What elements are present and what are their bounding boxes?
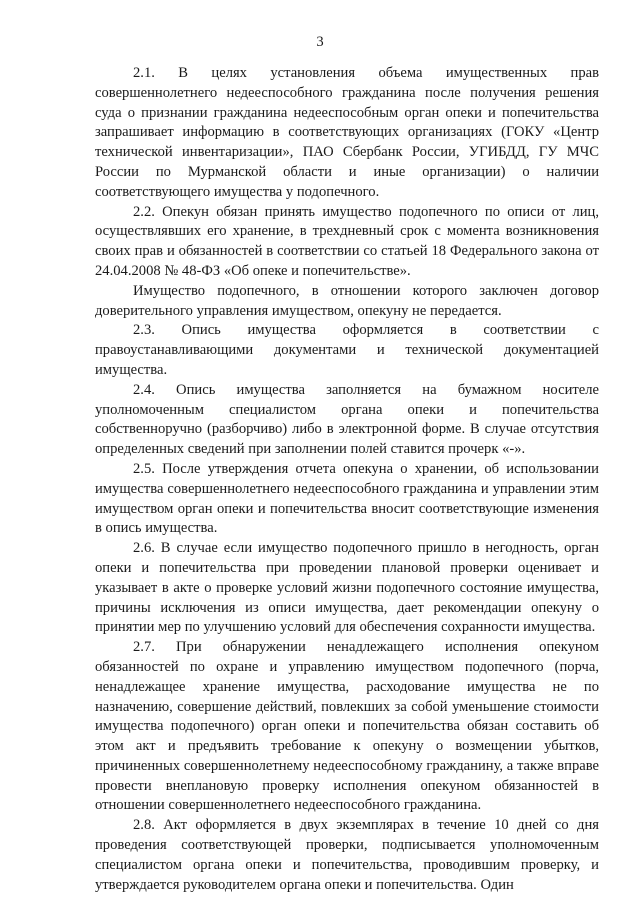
paragraph-2-7: 2.7. При обнаружении ненадлежащего исполнения опекуном обязанностей по охране и управлению имуществом подопечного (порча, ненадлежащее хранение имущества, расходование имущества не по назначению, совершение действий, повлекших за собой уменьшение стоимости имущества подопечного) орган опеки и попечительства обязан составить об этом акт и предъявить требование к опекуну о возмещении убытков, причиненных совершеннолетнему недееспособному гражданину, а также вправе провести внеплановую проверку исполнения опекуном обязанностей в отношении совершеннолетнего недееспособного гражданина. (95, 639, 599, 814)
paragraph-2-1: 2.1. В целях установления объема имущественных прав совершеннолетнего недееспособного гражданина после получения решения суда о признании гражданина недееспособным орган опеки и попечительства запрашивает информацию в соответствующих организациях (ГОКУ «Центр технической инвентаризации», ПАО Сбербанк России, УГИБДД, ГУ МЧС России по Мурманской области и иные организации) о наличии соответствующего имущества у подопечного. (95, 65, 599, 200)
paragraph-2-3: 2.3. Опись имущества оформляется в соответствии с правоустанавливающими документами и технической документацией имущества. (95, 322, 599, 378)
paragraph-trust-management: Имущество подопечного, в отношении которого заключен договор доверительного управления имуществом, опекуну не передается. (95, 282, 599, 319)
paragraph-2-8: 2.8. Акт оформляется в двух экземплярах в течение 10 дней со дня проведения соответствующей проверки, подписывается уполномоченным специалистом органа опеки и попечительства, проводившим проверку, и утверждается руководителем органа опеки и попечительства. Один (95, 817, 599, 893)
document-body (95, 64, 599, 895)
paragraph-2-4: 2.4. Опись имущества заполняется на бумажном носителе уполномоченным специалистом органа опеки и попечительства собственноручно (разборчиво) либо в электронной форме. В случае отсутствия определенных сведений при заполнении полей ставится прочерк «-». (95, 381, 599, 458)
page-number: 3 (316, 34, 324, 50)
paragraph-2-6: 2.6. В случае если имущество подопечного пришло в негодность, орган опеки и попечительства при проведении плановой проверки оценивает и указывает в акте о проверке условий жизни подопечного состояние имущества, причины исключения из описи имущества, дает рекомендации опекуну о принятии мер по улучшению условий для обеспечения сохранности имущества. (95, 540, 599, 636)
paragraph-2-5: 2.5. После утверждения отчета опекуна о хранении, об использовании имущества совершеннолетнего недееспособного гражданина и управлении этим имуществом орган опеки и попечительства вносит соответствующие изменения в опись имущества. (95, 460, 599, 537)
paragraph-2-2: 2.2. Опекун обязан принять имущество подопечного по описи от лиц, осуществлявших его хранение, в трехдневный срок с момента возникновения своих прав и обязанностей в соответствии со статьей 18 Федерального закона от 24.04.2008 № 48-ФЗ «Об опеке и попечительстве». (95, 203, 599, 279)
